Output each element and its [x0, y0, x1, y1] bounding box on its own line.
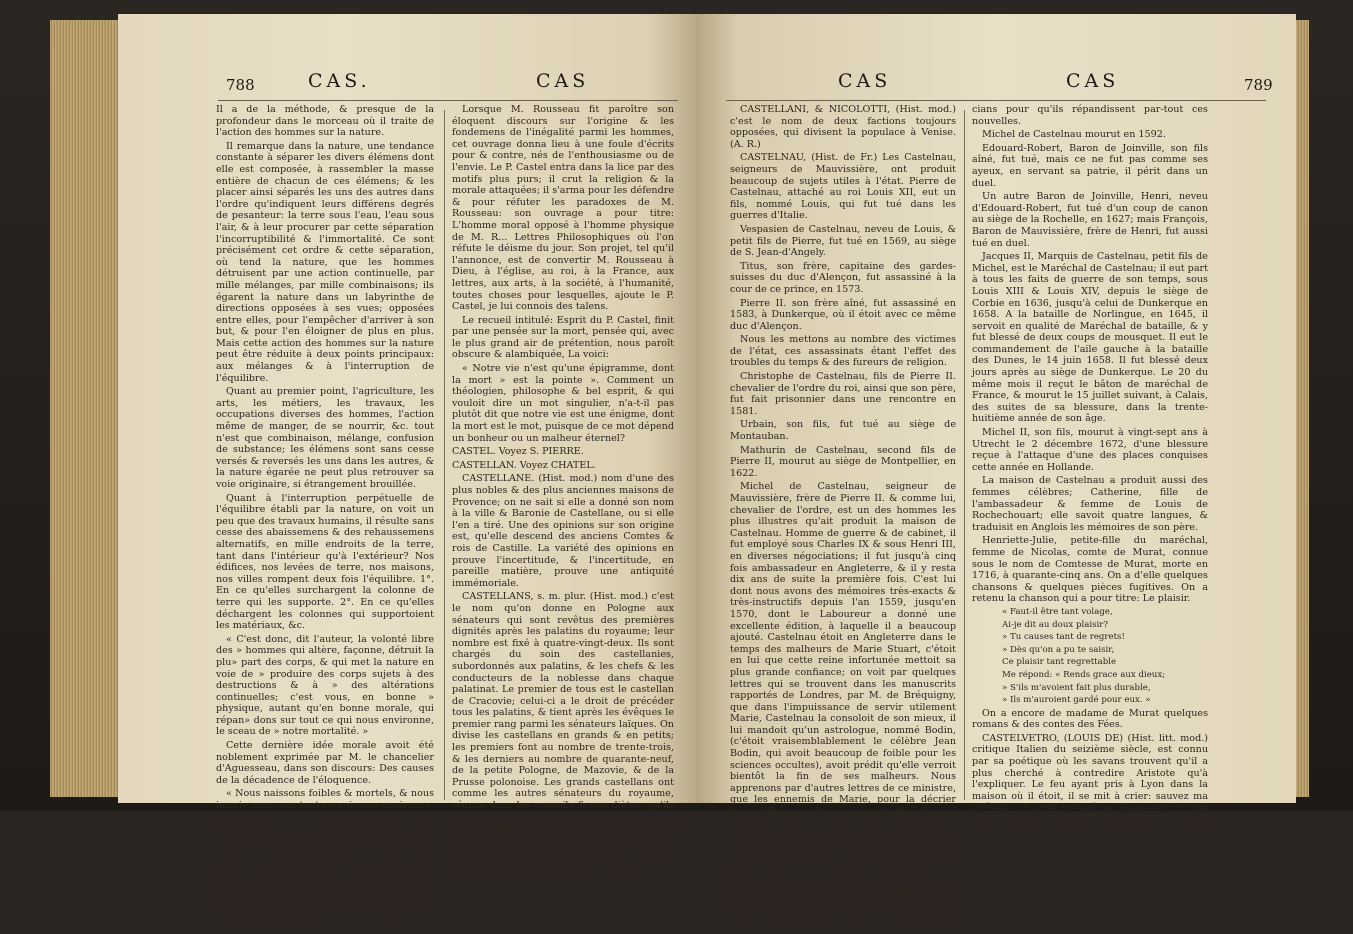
left-page: [118, 14, 696, 929]
paragraph: Vespasien de Castelnau, neveu de Louis, & petit fils de Pierre, fut tué en 1569, au siège de S. Jean-d'Angely.: [730, 223, 956, 259]
entry-castellans: CASTELLANS, s. m. plur. (Hist. mod.) c'est le nom qu'on donne en Pologne aux sénateurs qui sont revêtus des premières dignités après les palatins du royaume; leur nombre est fixé à quatre-vingt-deux. Ils sont chargés du soin des castellanies, subordonnés aux palatins, & les chefs & les conducteurs de la noblesse dans chaque palatinat. Le premier de tous est le castellan de Cracovie; celui-ci a le droit de précéder tous les palatins, & tient après les évêques le premier rang parmi les sénateurs laïques. On divise les castellans en grands & en petits; les premiers font au nombre de trente-trois, & les derniers au nombre de quarante-neuf, de la petite Pologne, de Mazovie, & de la Prusse polonoise. Les grands castellans ont comme les autres sénateurs du royaume, séance dans les conseils & aux diètes, qu'ils ont le droit de convoquer; ils administrent la justice dans leurs districts, ont l'intendance sur les poids & mesures, fixent le prix des grains & denrées, & font les juges des Juifs. Mais les petits castellans n'ont ni séance, ni voix délibérative dans les affaires d'état.: [452, 591, 674, 881]
paragraph: Michel II, son fils, mourut à vingt-sept ans à Utrecht le 2 décembre 1672, d'une blessure reçue à l'attaque d'une des places conquises cette année en Hollande.: [972, 427, 1208, 473]
paragraph: Lorsque M. Rousseau fit paroître son éloquent discours sur l'origine & les fondemens de l'inégalité parmi les hommes, cet ouvrage donna lieu à une foule d'écrits pour & contre, nés de l'enthousiasme ou de l'envie. Le P. Castel entra dans la lice par des motifs plus purs; il crut la religion & la morale attaquées; il s'arma pour les défendre & pour réfuter les paradoxes de M. Rousseau: son ouvrage a pour titre: L'homme moral opposé à l'homme physique de M. R... Lettres Philosophiques où l'on réfute le déisme du jour. Son projet, tel qu'il l'annonce, est de convertir M. Rousseau à Dieu, à l'église, au roi, à la France, aux lettres, aux arts, à la société, à l'humanité, toutes choses pour lesquelles, ajoute le P. Castel, je lui connois des talens.: [452, 104, 675, 313]
left-column-1: [216, 104, 434, 929]
entry-castellane: CASTELLANE. (Hist. mod.) nom d'une des plus nobles & des plus anciennes maisons de Provence; on ne sait si elle a donné son nom à la ville & Baronie de Castellane, ou si elle l'en a tiré. Une des opinions sur son origine est, qu'elle descend des anciens Comtes & rois de Castille. La variété des opinions en prouve l'incertitude, & l'incertitude, en pareille matière, prouve une antiquité immémoriale.: [452, 473, 674, 589]
paragraph: Il remarque dans la nature, une tendance constante à séparer les divers élémens dont elle est composée, à rassembler la masse entière de chacun de ces élémens; & les placer ainsi séparés les uns des autres dans l'ordre qu'indiquent leurs différens degrés de pesanteur: la terre sous l'eau, l'eau sous l'air, & à leur procurer par cette séparation l'incorruptibilité & l'immortalité. Ce sont précisément cet ordre & cette séparation, où tend la nature, que les hommes détruisent par une action continuelle, par mille mélanges, par mille combinaisons; ils égarent la nature dans un labyrinthe de directions opposées à ses vues; opposées entre elles, pour l'empêcher d'arriver à son but, & pour l'en éloigner de plus en plus. Mais cette action des hommes sur la nature peut être réduite à deux points principaux: aux mélanges & à l'interruption de l'équilibre.: [216, 140, 434, 384]
right-column-2: [972, 104, 1208, 837]
paragraph: cians pour qu'ils répandissent par-tout ces nouvelles.: [972, 104, 1208, 127]
verse-line: Ce plaisir tant regrettable: [1002, 657, 1117, 668]
paragraph: La maison de Castelnau a produit aussi des femmes célèbres; Catherine, fille de l'ambassadeur & femme de Louis de Rochechouart; elle savoit quatre langues, & traduisit en Anglois les mémoires de son père.: [972, 475, 1208, 533]
verse-line: » Tu causes tant de regrets!: [1002, 632, 1125, 643]
verse-line: » Ils m'auroient gardé pour eux. »: [1002, 695, 1151, 706]
entry-castellan: CASTELLAN. Voyez CHATEL.: [452, 459, 596, 471]
paragraph: Pierre II. son frère aîné, fut assassiné en 1583, à Dunkerque, où il étoit avec ce même duc d'Alençon.: [730, 297, 956, 332]
quote-paragraph: « Notre vie n'est qu'une épigramme, dont la mort » est la pointe ». Comment un théologien, philosophe & bel esprit, & qui vouloit dire un mot singulier, n'a-t-il pas plutôt dit que notre vie est une énigme, dont la mort est le mot, puisque de ce mot dépend un bonheur ou un malheur éternel?: [452, 363, 674, 444]
quote-paragraph: « Nous naissons foibles & mortels, & nous impri» mons sur tout ce qui nous environne, le caractère de notre foiblesse & l'image de notre mort.: [216, 788, 434, 835]
paragraph: Quant à l'interruption perpétuelle de l'équilibre établi par la nature, on voit un peu que des travaux humains, il résulte sans cesse des abaissemens & des rehaussemens alternatifs, en mille endroits de la terre, tant dans l'intérieur qu'à l'extérieur? Nos édifices, nos levées de terre, nos maisons, nos villes rompent deux fois l'équilibre. 1°. En ce qu'elles surchargent la colonne de terre qui les supporte. 2°. En ce qu'elles déchargent les colonnes qui supportoient les matériaux, &c.: [216, 492, 434, 632]
paragraph: Quant au premier point, l'agriculture, les arts, les métiers, les travaux, les occupations diverses des hommes, l'action même de manger, de se nourrir, &c. tout n'est que combinaison, mélange, confusion de substance; les élémens sont sans cesse versés & reversés les uns dans les autres, & la nature égarée ne peut plus retrouver sa voie originaire, si étrangement brouillée.: [216, 386, 434, 490]
verse-line: Me répond: « Rends grace aux dieux;: [1002, 669, 1166, 680]
left-header-col2: CAS: [536, 70, 590, 92]
paragraph: Michel de Castelnau mourut en 1592.: [982, 129, 1166, 141]
paragraph: Mathurin de Castelnau, second fils de Pierre II, mourut au siège de Montpellier, en 1622.: [730, 444, 956, 479]
column-divider: [964, 110, 965, 800]
left-column-2: [452, 104, 675, 881]
paragraph: Nous les mettons au nombre des victimes de l'état, ces assassinats étant l'effet des troubles du temps & des fureurs de religion.: [730, 334, 956, 369]
paragraph: Un autre Baron de Joinville, Henri, neveu d'Edouard-Robert, fut tué d'un coup de canon au siège de la Rochelle, en 1627; mais François, Baron de Mauvissière, frère de Henri, fut aussi tué en duel.: [972, 191, 1208, 249]
entry-castelvetro: CASTELVETRO, (LOUIS DE) (Hist. litt. mod.) critique Italien du seizième siècle, est connu par sa poétique où les savans trouvent qu'il a plus cherché à contredire Aristote qu'à l'expliquer. Le feu ayant pris à Lyon dans la maison où il étoit, il se mit à crier: sauvez ma poétique. Il avoit voyagé en Allemagne; ce qui étoit suspect alors en Italie à cause du Luthéranisme. De retour à Modène fa: [972, 732, 1208, 837]
entry-castellani: CASTELLANI, & NICOLOTTI, (Hist. mod.) c'est le nom de deux factions toujours opposées, qui divisent la populace à Venise. (A. R.): [730, 104, 956, 150]
right-header-col2: CAS: [1066, 70, 1120, 92]
paragraph: Cette dernière idée morale avoit été noblement exprimée par M. le chancelier d'Aguesseau, dans son discours: Des causes de la décadence de l'éloquence.: [216, 740, 434, 786]
paragraph: Dans un parallèle de Bayle & de M. Rousseau de Genève, le P. Castel dit, que Bayle va à l'esprit par le cœur, & que Rousseau va au cœur par l'esprit. On ne peut guère plus mal caractériser ces deux écrivains; Bayle ne dit rien & ne veut rien dire au cœur, & Rousseau parle à la fois & au cœur & à l'esprit.: [216, 836, 434, 929]
paragraph: Edouard-Robert, Baron de Joinville, son fils aîné, fut tué, mais ce ne fut pas comme ses ayeux, en servant sa patrie, il périt dans un duel.: [972, 142, 1208, 189]
right-header-col1: CAS: [838, 70, 892, 92]
paragraph: On a encore de madame de Murat quelques romans & des contes des Fées.: [972, 707, 1208, 731]
verse-line: Ai-je dit au doux plaisir?: [1002, 619, 1108, 630]
entry-castelnau: CASTELNAU, (Hist. de Fr.) Les Castelnau, seigneurs de Mauvissière, ont produit beaucoup de sujets utiles à l'état. Pierre de Castelnau, attaché au roi Louis XII, eut un fils, nommé Louis, qui fut tué dans les guerres d'Italie.: [730, 152, 956, 222]
left-header-rule: [218, 100, 678, 101]
paragraph: Christophe de Castelnau, fils de Pierre II. chevalier de l'ordre du roi, ainsi que son père, fut fait prisonnier dans une rencontre en 1581.: [730, 371, 956, 417]
right-column-1: [730, 104, 956, 933]
paragraph: Urbain, son fils, fut tué au siège de Montauban.: [730, 419, 956, 443]
right-page: [696, 14, 1296, 933]
page-edges-left: [50, 20, 125, 797]
paragraph: Titus, son frère, capitaine des gardes-suisses du duc d'Alençon, fut assassiné à la cour de ce prince, en 1573.: [730, 260, 956, 295]
verse-line: » Dès qu'on a pu te saisir,: [1002, 644, 1115, 655]
entry-castel: CASTEL. Voyez S. PIERRE.: [452, 446, 584, 458]
left-page-number: 788: [226, 76, 255, 94]
paragraph: Jacques II, Marquis de Castelnau, petit fils de Michel, est le Maréchal de Castelnau; il eut part à tous les faits de guerre de son temps, sous Louis XIII & Louis XIV, depuis le siège de Corbie en 1636, jusqu'à celui de Dunkerque en 1658. A la bataille de Norlingue, en 1645, il servoit en qualité de Maréchal de bataille, & y fut blessé de deux coups de mousquet. Il eut le commandement de l'aile gauche à la bataille des Dunes, le 14 juin 1658. Il fut blessé deux jours après au siège de Dunkerque. Le 20 du même mois il reçut le bâton de maréchal de France, & mourut le 15 juillet suivant, à Calais, des suites de sa blessure, dans la trente-huitième année de son âge.: [972, 251, 1208, 425]
verse-line: » S'ils m'avoient fait plus durable,: [1002, 682, 1151, 693]
verse-line: « Faut-il être tant volage,: [1002, 606, 1113, 617]
quote-paragraph: « C'est donc, dit l'auteur, la volonté libre des » hommes qui altère, façonne, détruit la plu» part des corps, & qui met la nature en voie de » produire des corps sujets à des destructions & à » des altérations continuelles; c'est vous, en bonne » physique, autant qu'en bonne morale, qui répan» dons sur tout ce qui nous environne, le sceau de » notre mortalité. »: [216, 633, 434, 738]
left-header-col1: CAS.: [308, 70, 371, 92]
paragraph: Michel de Castelnau, seigneur de Mauvissière, frère de Pierre II. & comme lui, chevalier de l'ordre, est un des hommes les plus illustres qu'ait produit la maison de Castelnau. Homme de guerre & de cabinet, il fut employé sous Charles IX & sous Henri III, en diverses négociations; il fut jusqu'à cinq fois ambassadeur en Angleterre, & il y resta dix ans de suite la première fois. C'est lui dont nous avons des mémoires très-exacts & très-instructifs depuis l'an 1559, jusqu'en 1570, dont le Laboureur a donné une excellente édition, à laquelle il a beaucoup ajouté. Castelnau étoit en Angleterre dans le temps des malheurs de Marie Stuart, c'étoit en lui que cette reine infortunée mettoit sa plus grande confiance; on voit par quelques lettres qui se trouvent dans les manuscrits rapportés de Londres, par M. de Bréquigny, que dans l'impuissance de servir utilement Marie, Castelnau la consoloit de son mieux, il lui mandoit qu'un astrologue, nommé Bodin, (c'étoit vraisemblablement le célèbre Jean Bodin, qui avoit beaucoup de foible pour les sciences occultes), avoit prédit qu'elle verroit bientôt la fin de ses malheurs. Nous apprenons par d'autres lettres de ce ministre, que les ennemis de Marie, pour la décrier dans l'Europe, & lui faire perdre l'appui même des puissances catholiques, répandoient contre elles les calomnies les plus atroces & les plus indécentes; ils publioient tantôt qu'elle étoit grosse, tantôt qu'elle venoit d'accoucher. Castelnau atteste que ces propos avoient été tenus à l'ambassadeur d'Espagne & à l'archevêque de S. André, qui lui en avoient parlé à lui-même on les avoit tenus aussi aux banquiers & négo-: [730, 481, 956, 933]
paragraph: Henriette-Julie, petite-fille du maréchal, femme de Nicolas, comte de Murat, connue sous le nom de Comtesse de Murat, morte en 1716, à quarante-cinq ans. On a d'elle quelques chansons & quelques pièces fugitives. On a retenu la chanson qui a pour titre: Le plaisir.: [972, 535, 1208, 605]
paragraph: Il a de la méthode, & presque de la profondeur dans le morceau où il traite de l'action des hommes sur la nature.: [216, 104, 434, 139]
right-page-number: 789: [1244, 76, 1273, 94]
paragraph: Le recueil intitulé: Esprit du P. Castel, finit par une pensée sur la mort, pensée qui, avec le plus grand air de prétention, nous paroît obscure & alambiquée, La voici:: [452, 314, 674, 361]
right-header-rule: [726, 100, 1266, 101]
column-divider: [444, 110, 445, 800]
